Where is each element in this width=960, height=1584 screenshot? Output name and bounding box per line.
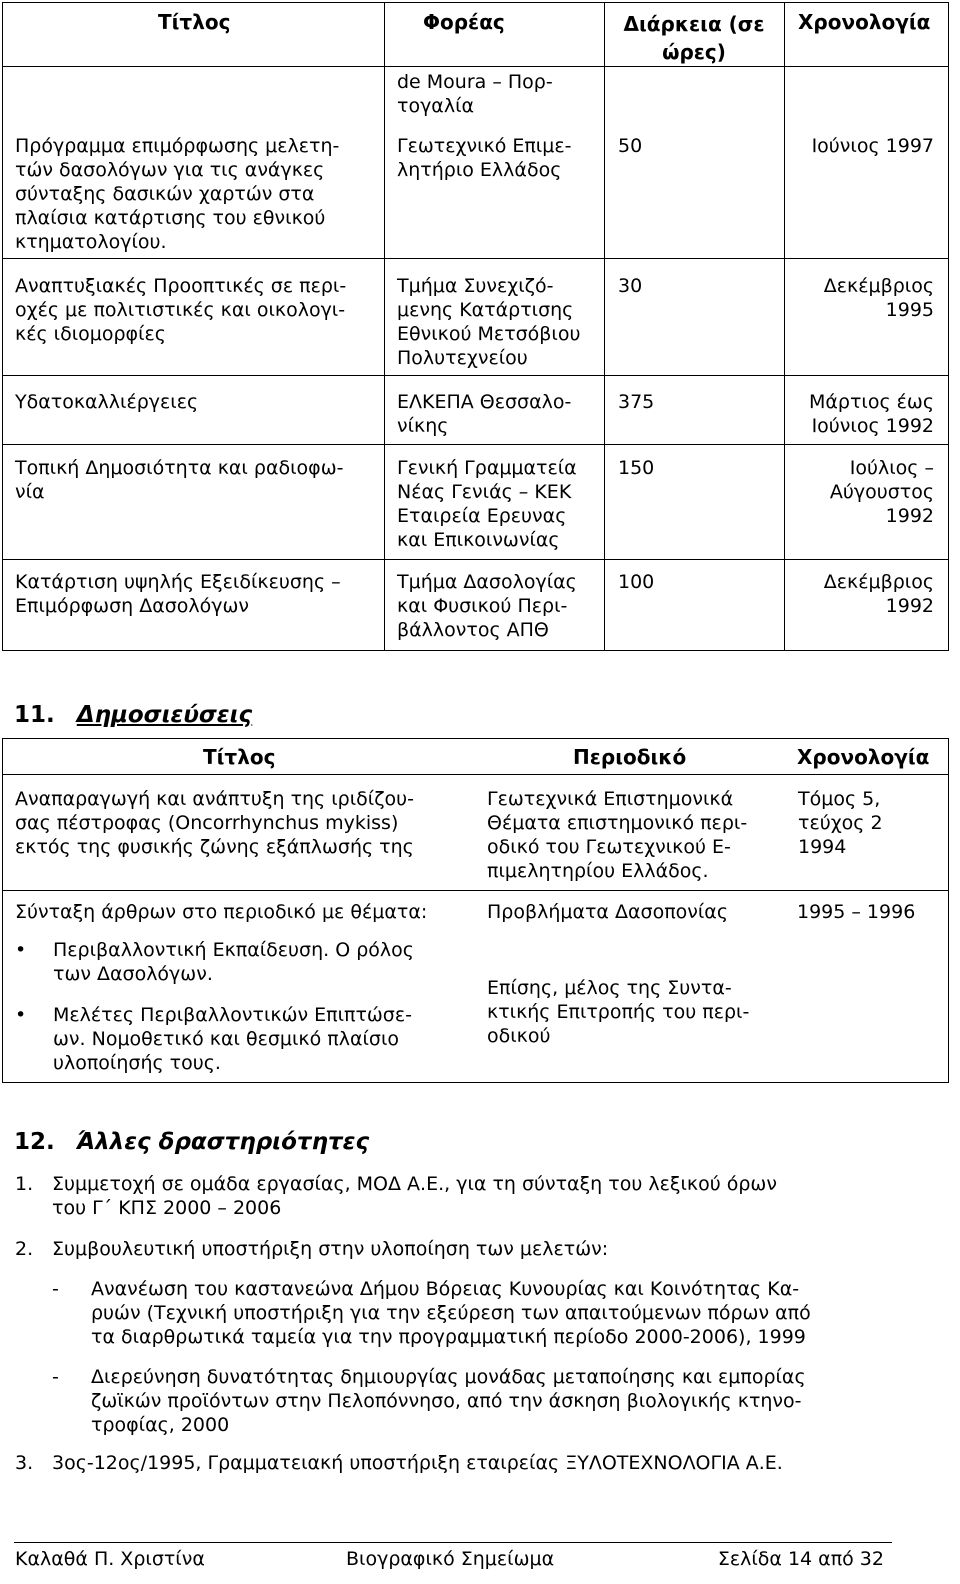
training-organizer: Τμήμα Συνεχιζό- μενης Κατάρτισης Εθνικού Μετσόβιου Πολυτεχνείου — [397, 275, 581, 369]
section-11-title: Δημοσιεύσεις — [76, 702, 253, 728]
training-date: Ιούνιος 1997 — [811, 135, 934, 157]
training-hours: 150 — [618, 457, 655, 479]
training-date: Μάρτιος έως Ιούνιος 1992 — [809, 391, 934, 437]
list-item-number: 2. — [15, 1238, 34, 1260]
sub-item: Ανανέωση του καστανεώνα Δήμου Βόρειας Κυνουρίας και Κοινότητας Κα- ρυών (Τεχνική υποστήριξη για την εξεύρεση των απαιτούμενων πόρων από τα διαρθρωτικά ταμεία για την προγραμματική περίοδο 2000-2006), 1999 — [91, 1278, 811, 1348]
header-organizer: Φορέας — [423, 10, 505, 34]
training-organizer: Γενική Γραμματεία Νέας Γενιάς – ΚΕΚ Εταιρεία Ερευνας και Επικοινωνίας — [397, 457, 577, 551]
section-11-heading — [14, 703, 252, 727]
training-hours: 30 — [618, 275, 643, 297]
training-hours: 375 — [618, 391, 655, 413]
footer-author: Καλαθά Π. Χριστίνα — [15, 1548, 205, 1570]
pub-bullet-item: • Μελέτες Περιβαλλοντικών Επιπτώσε- ων. Νομοθετικό και θεσμικό πλαίσιο υλοποίησής τους. — [53, 1003, 412, 1075]
training-date: Δεκέμβριος 1995 — [823, 275, 934, 321]
training-title: Κατάρτιση υψηλής Εξειδίκευσης – Επιμόρφωση Δασολόγων — [15, 571, 341, 617]
pub-journal-note: Επίσης, μέλος της Συντα- κτικής Επιτροπής του περι- οδικού — [487, 977, 750, 1047]
header-title: Τίτλος — [158, 10, 231, 34]
training-hours: 50 — [618, 135, 643, 157]
sub-item-dash: - — [52, 1278, 59, 1300]
pub-header-date: Χρονολογία — [797, 745, 930, 769]
footer-page-number: Σελίδα 14 από 32 — [717, 1548, 884, 1570]
training-title: Τοπική Δημοσιότητα και ραδιοφω- νία — [15, 457, 344, 503]
section-11-number: 11. — [14, 702, 55, 728]
sub-item: Διερεύνηση δυνατότητας δημιουργίας μονάδας μεταποίησης και εμπορίας ζωϊκών προϊόντων στην Πελοπόννησο, από την άσκηση βιολογικής κτηνο- τροφίας, 2000 — [91, 1366, 806, 1436]
header-duration: Διάρκεια (σε ώρες) — [623, 12, 765, 64]
pub-journal: Γεωτεχνικά Επιστημονικά Θέματα επιστημονικό περι- οδικό του Γεωτεχνικού Ε- πιμελητηρίου Ελλάδος. — [487, 788, 748, 882]
list-item: 3ος-12ος/1995, Γραμματειακή υποστήριξη εταιρείας ΞΥΛΟΤΕΧΝΟΛΟΓΙΑ Α.Ε. — [52, 1452, 783, 1474]
training-organizer: Γεωτεχνικό Επιμε- λητήριο Ελλάδος — [397, 135, 572, 181]
sub-item-dash: - — [52, 1366, 59, 1388]
training-date: Ιούλιος – Αύγουστος 1992 — [829, 457, 934, 527]
organizer-continuation: de Moura – Πορ- τογαλία — [397, 71, 553, 117]
pub-header-journal: Περιοδικό — [573, 745, 687, 769]
list-item-number: 1. — [15, 1173, 34, 1195]
section-12-number: 12. — [14, 1129, 55, 1155]
pub-journal: Προβλήματα Δασοπονίας — [487, 901, 728, 923]
training-title: Αναπτυξιακές Προοπτικές σε περι- οχές με πολιτιστικές και οικολογι- κές ιδιομορφίες — [15, 275, 347, 345]
section-12-heading — [14, 1130, 369, 1154]
list-item: Συμβουλευτική υποστήριξη στην υλοποίηση των μελετών: — [52, 1238, 609, 1260]
section-12-title: Άλλες δραστηριότητες — [76, 1129, 370, 1155]
training-hours: 100 — [618, 571, 655, 593]
training-title: Υδατοκαλλιέργειες — [15, 391, 199, 413]
training-organizer: Τμήμα Δασολογίας και Φυσικού Περι- βάλλοντος ΑΠΘ — [397, 571, 577, 641]
list-item: Συμμετοχή σε ομάδα εργασίας, ΜΟΔ Α.Ε., για τη σύνταξη του λεξικού όρων του Γ΄ ΚΠΣ 2000 – 2006 — [52, 1173, 777, 1219]
pub-title: Αναπαραγωγή και ανάπτυξη της ιριδίζου- σας πέστροφας (Oncorrhynchus mykiss) εκτός της φυσικής ζώνης εξάπλωσής της — [15, 788, 415, 858]
pub-date: 1995 – 1996 — [797, 901, 916, 923]
training-organizer: ΕΛΚΕΠΑ Θεσσαλο- νίκης — [397, 391, 572, 437]
pub-header-title: Τίτλος — [203, 745, 276, 769]
pub-articles-title: Σύνταξη άρθρων στο περιοδικό με θέματα: — [15, 901, 428, 923]
training-date: Δεκέμβριος 1992 — [823, 571, 934, 617]
header-date: Χρονολογία — [798, 10, 931, 34]
list-item-number: 3. — [15, 1452, 34, 1474]
pub-date: Τόμος 5, τεύχος 2 1994 — [798, 788, 883, 858]
footer-doc-title: Βιογραφικό Σημείωμα — [346, 1548, 555, 1570]
training-title: Πρόγραμμα επιμόρφωσης μελετη- τών δασολόγων για τις ανάγκες σύνταξης δασικών χαρτών στα πλαίσια κατάρτισης του εθνικού κτηματολογίου. — [15, 135, 340, 253]
pub-bullet-item: • Περιβαλλοντική Εκπαίδευση. Ο ρόλος των Δασολόγων. — [53, 938, 414, 986]
